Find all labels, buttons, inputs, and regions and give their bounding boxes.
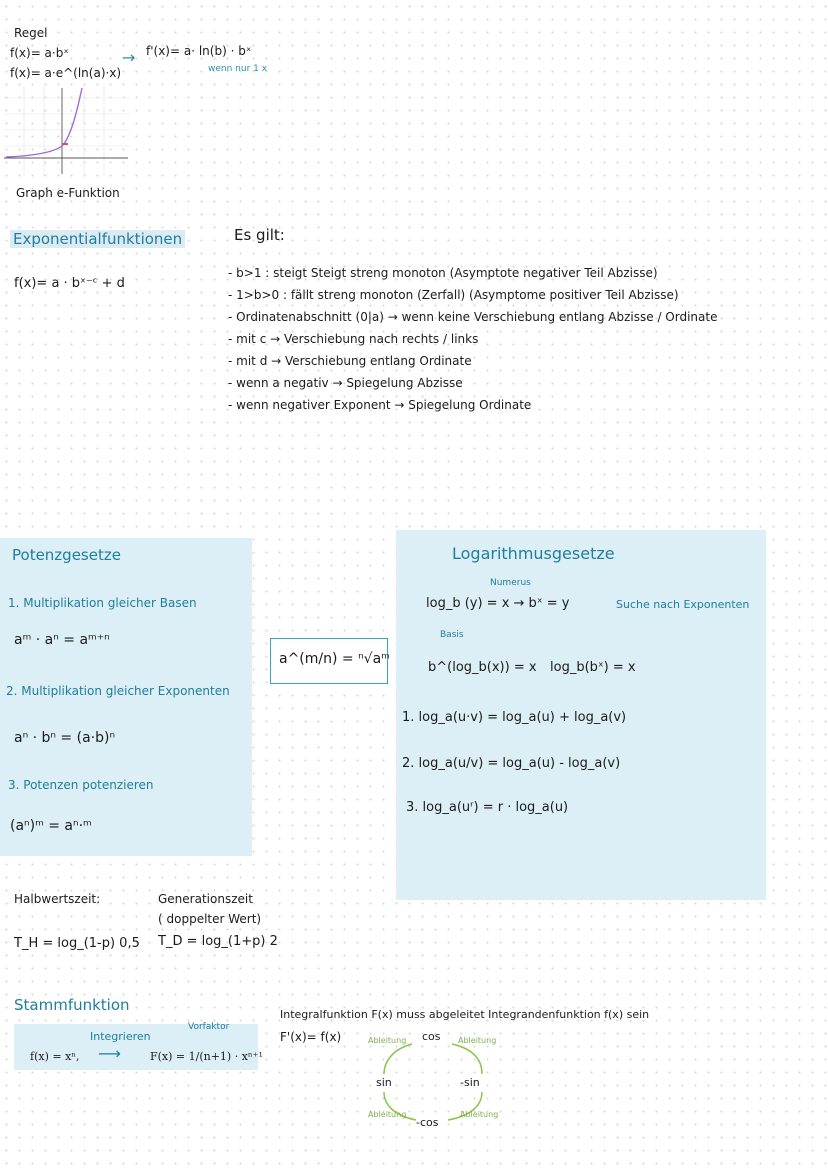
exp-rule-3: - Ordinatenabschnitt (0|a) → wenn keine Verschiebung entlang Abzisse / Ordinate: [228, 310, 718, 324]
root-formula: a^(m/n) = ⁿ√aᵐ: [279, 651, 390, 667]
es-gilt: Es gilt:: [234, 226, 285, 244]
cycle-neg-sin: -sin: [460, 1076, 480, 1089]
exp-rule-4: - mit c → Verschiebung nach rechts / links: [228, 332, 479, 346]
regel-derivative: f'(x)= a· ln(b) · bˣ: [146, 44, 252, 58]
cycle-neg-cos: -cos: [416, 1116, 439, 1129]
potenz-rule3-title: 3. Potenzen potenzieren: [8, 778, 154, 792]
cycle-label-1: Ableitung: [368, 1036, 407, 1045]
potenz-heading: Potenzgesetze: [12, 546, 121, 564]
log-basis-label: Basis: [440, 630, 464, 640]
regel-line1: f(x)= a·bˣ: [10, 46, 69, 60]
exp-rule-7: - wenn negativer Exponent → Spiegelung Ordinate: [228, 398, 532, 412]
integral-text: Integralfunktion F(x) muss abgeleitet Integrandenfunktion f(x) sein: [280, 1008, 650, 1021]
log-law-1: 1. log_a(u·v) = log_a(u) + log_a(v): [402, 710, 627, 725]
graph-caption: Graph e-Funktion: [16, 186, 120, 200]
stamm-vorfaktor: Vorfaktor: [188, 1022, 230, 1032]
cycle-cos: cos: [422, 1030, 441, 1043]
regel-line2: f(x)= a·e^(ln(a)·x): [10, 66, 122, 80]
log-identity-1: b^(log_b(x)) = x: [428, 660, 537, 675]
stamm-heading: Stammfunktion: [14, 996, 130, 1014]
exp-rule-1: - b>1 : steigt Steigt streng monoton (Asymptote negativer Teil Abzisse): [228, 266, 658, 280]
generation-formula: T_D = log_(1+p) 2: [158, 934, 278, 949]
generation-subtitle: ( doppelter Wert): [158, 912, 262, 926]
exp-rule-6: - wenn a negativ → Spiegelung Abzisse: [228, 376, 463, 390]
potenz-rule2-title: 2. Multiplikation gleicher Exponenten: [6, 684, 230, 698]
log-law-3: 3. log_a(uʳ) = r · log_a(u): [406, 800, 569, 815]
log-search-note: Suche nach Exponenten: [616, 598, 750, 611]
stamm-F: F(x) = 1/(n+1) · xⁿ⁺¹: [150, 1050, 263, 1063]
exp-formula: f(x)= a · bˣ⁻ᶜ + d: [14, 276, 125, 291]
cycle-label-2: Ableitung: [458, 1036, 497, 1045]
potenz-rule1-formula: aᵐ · aⁿ = aᵐ⁺ⁿ: [14, 632, 110, 648]
potenz-rule2-formula: aⁿ · bⁿ = (a·b)ⁿ: [14, 730, 116, 746]
regel-note: wenn nur 1 x: [208, 64, 268, 74]
cycle-sin: sin: [376, 1076, 392, 1089]
cycle-label-4: Ableitung: [460, 1110, 499, 1119]
integral-formula: F'(x)= f(x): [280, 1030, 342, 1044]
generation-title: Generationszeit: [158, 892, 253, 906]
stamm-f: f(x) = xⁿ,: [30, 1050, 80, 1063]
exp-heading: Exponentialfunktionen: [10, 230, 185, 248]
root-formula-box: [270, 638, 388, 684]
cycle-label-3: Ableitung: [368, 1110, 407, 1119]
stamm-integrieren: Integrieren: [90, 1030, 151, 1043]
potenz-rule3-formula: (aⁿ)ᵐ = aⁿ·ᵐ: [10, 818, 92, 834]
log-law-2: 2. log_a(u/v) = log_a(u) - log_a(v): [402, 756, 621, 771]
halbwert-formula: T_H = log_(1-p) 0,5: [14, 936, 140, 951]
exp-rule-5: - mit d → Verschiebung entlang Ordinate: [228, 354, 472, 368]
log-numerus-label: Numerus: [490, 578, 531, 588]
regel-title: Regel: [14, 26, 48, 40]
arrow-icon: →: [122, 48, 136, 67]
log-heading: Logarithmusgesetze: [452, 544, 615, 563]
halbwert-title: Halbwertszeit:: [14, 892, 101, 906]
e-function-graph: [4, 86, 130, 176]
log-main-formula: log_b (y) = x → bˣ = y: [426, 596, 570, 611]
potenz-rule1-title: 1. Multiplikation gleicher Basen: [8, 596, 197, 610]
exp-rule-2: - 1>b>0 : fällt streng monoton (Zerfall) (Asymptome positiver Teil Abzisse): [228, 288, 679, 302]
integrate-arrow-icon: ⟶: [98, 1044, 121, 1063]
log-identity-2: log_b(bˣ) = x: [550, 660, 636, 675]
exp-rules: [228, 266, 717, 420]
